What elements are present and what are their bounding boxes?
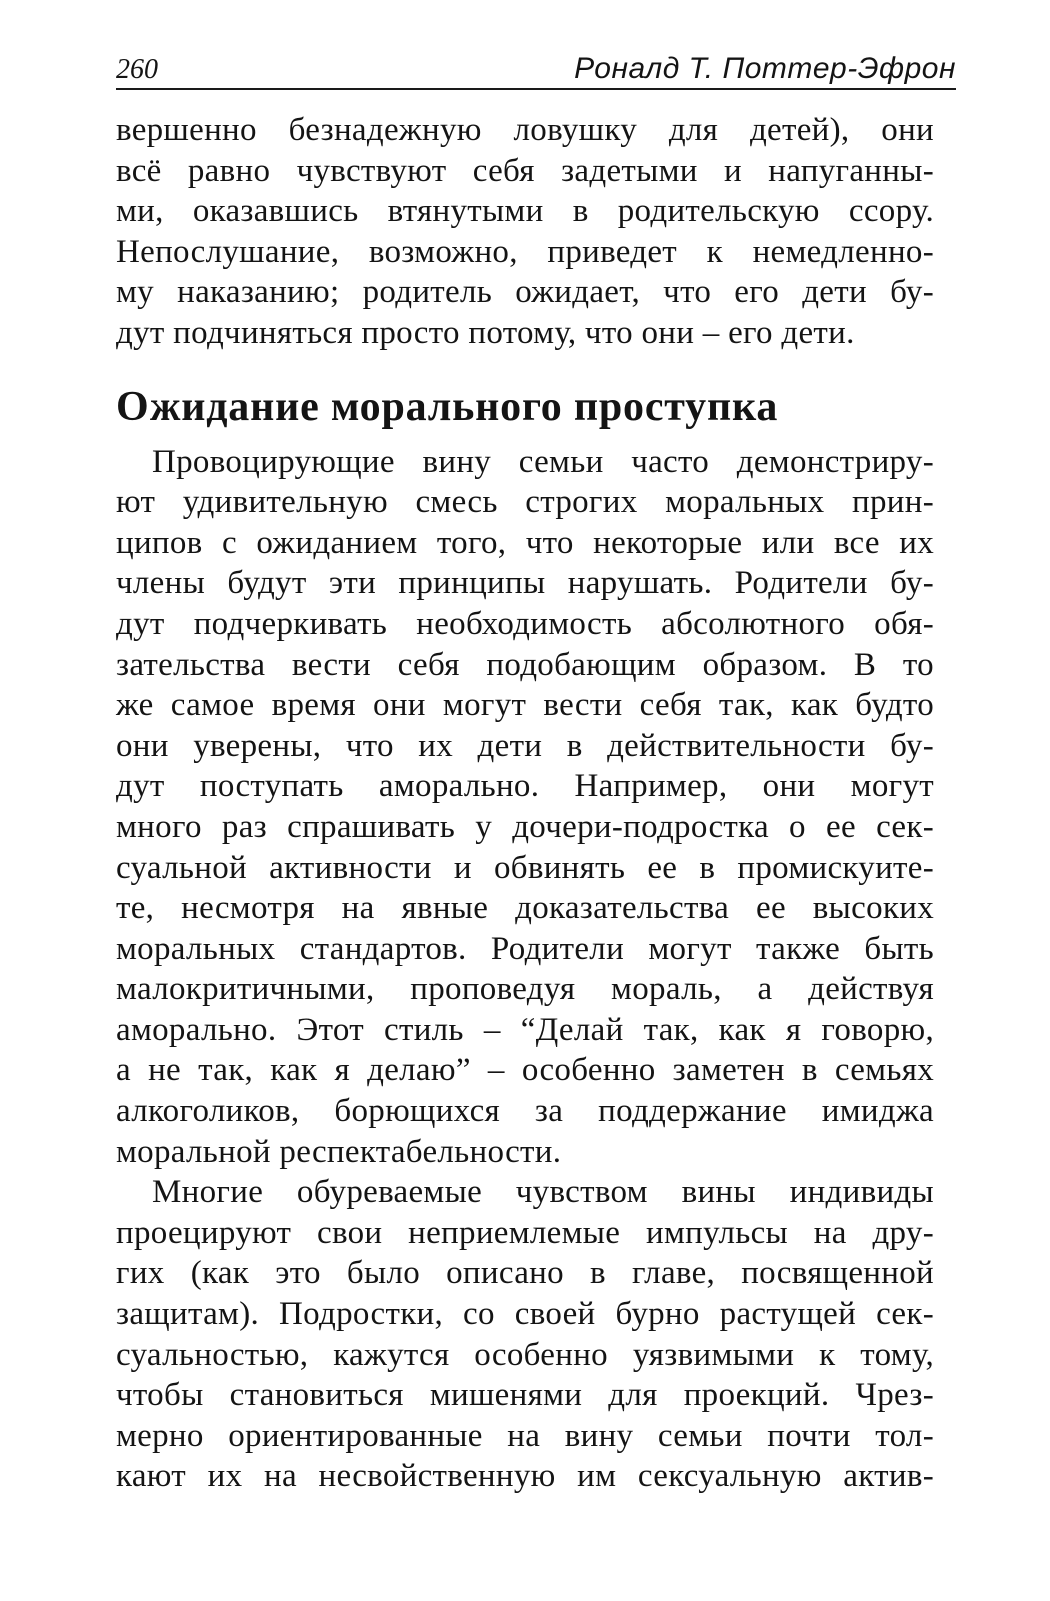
text-line: ют удивительную смесь строгих моральных прин-: [116, 484, 934, 521]
text-line: проецируют свои неприемлемые импульсы на дру-: [116, 1214, 934, 1251]
text-line: моральной респектабельности.: [116, 1133, 562, 1170]
text-line: Многие обуреваемые чувством вины индивиды: [152, 1174, 934, 1211]
page-number: 260: [116, 54, 158, 85]
paragraph-continued: [116, 110, 934, 354]
text-line: малокритичными, проповедуя мораль, а действуя: [116, 971, 934, 1008]
text-line: му наказанию; родитель ожидает, что его дети бу-: [116, 274, 934, 311]
text-line: те, несмотря на явные доказательства ее высоких: [116, 890, 934, 927]
text-line: ципов с ожиданием того, что некоторые или все их: [116, 524, 934, 561]
text-line: моральных стандартов. Родители могут также быть: [116, 930, 934, 967]
text-line: вершенно безнадежную ловушку для детей), они: [116, 112, 934, 148]
paragraph: [116, 1172, 934, 1497]
running-head-author: Роналд Т. Поттер-Эфрон: [574, 52, 956, 85]
text-line: всё равно чувствуют себя задетыми и напуганны-: [116, 152, 934, 189]
text-line: защитам). Подростки, со своей бурно растущей сек-: [116, 1296, 934, 1333]
page-body: [116, 110, 934, 1497]
text-line: члены будут эти принципы нарушать. Родители бу-: [116, 565, 934, 602]
text-line: а не так, как я делаю” – особенно заметен в семьях: [116, 1052, 934, 1089]
text-line: суальностью, кажутся особенно уязвимыми к тому,: [116, 1336, 934, 1373]
text-line: они уверены, что их дети в действительности бу-: [116, 727, 934, 764]
text-line: зательства вести себя подобающим образом. В то: [116, 646, 934, 683]
text-line: Провоцирующие вину семьи часто демонстриру-: [152, 443, 934, 480]
text-line: гих (как это было описано в главе, посвященной: [116, 1255, 934, 1292]
text-line: много раз спрашивать у дочери-подростка о ее сек-: [116, 808, 934, 845]
section-heading: Ожидание морального проступка: [116, 383, 779, 430]
text-line: Непослушание, возможно, приведет к немедленно-: [116, 233, 934, 270]
text-line: чтобы становиться мишенями для проекций. Чрез-: [116, 1377, 934, 1414]
text-line: алкоголиков, борющихся за поддержание имиджа: [116, 1093, 934, 1130]
text-line: суальной активности и обвинять ее в промискуите-: [116, 849, 934, 886]
text-line: ми, оказавшись втянутыми в родительскую ссору.: [116, 193, 934, 230]
text-line: аморально. Этот стиль – “Делай так, как я говорю,: [116, 1011, 934, 1048]
text-line: кают их на несвойственную им сексуальную актив-: [116, 1458, 934, 1495]
text-line: дут подчиняться просто потому, что они – его дети.: [116, 314, 855, 351]
text-line: дут поступать аморально. Например, они могут: [116, 768, 934, 805]
text-line: мерно ориентированные на вину семьи почти тол-: [116, 1417, 934, 1454]
page-header: [116, 44, 956, 90]
text-line: дут подчеркивать необходимость абсолютного обя-: [116, 605, 934, 642]
paragraph: [116, 442, 934, 1173]
text-line: же самое время они могут вести себя так, как будто: [116, 687, 934, 724]
